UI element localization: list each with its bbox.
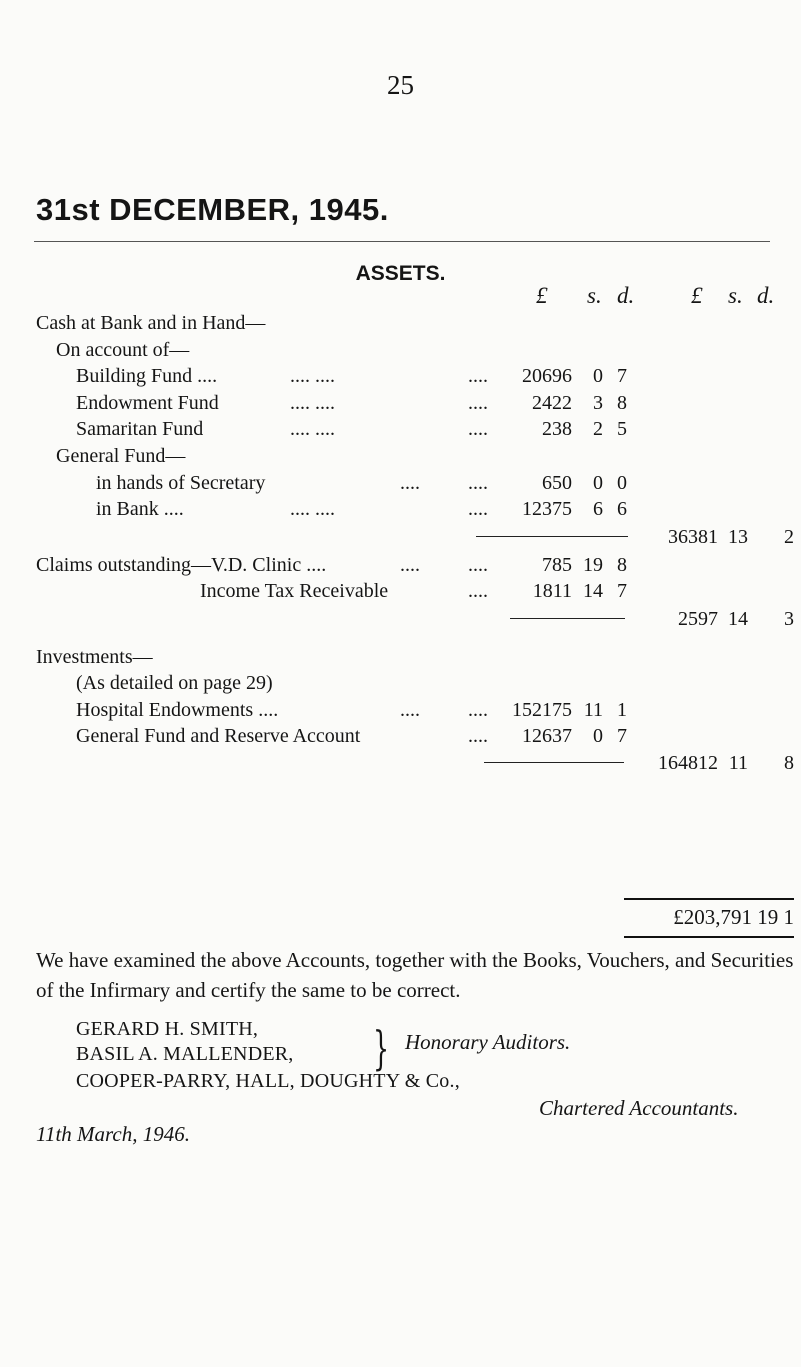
grand-total-rule-top: [624, 898, 794, 900]
col2-shillings-header: s.: [728, 283, 743, 308]
subtotal-pounds: 36381: [668, 526, 718, 548]
row-pence: 7: [617, 725, 627, 747]
col2-pence-header: d.: [757, 283, 775, 308]
row-shillings: 6: [593, 498, 603, 520]
page-heading: 31st DECEMBER, 1945.: [36, 192, 389, 227]
row-leader: ....: [468, 725, 488, 747]
firm-role: Chartered Accountants.: [539, 1096, 739, 1120]
row-leader: ....: [468, 580, 488, 602]
row-pounds: 12375: [522, 498, 572, 520]
subtotal-rule: [476, 536, 628, 537]
page-number: 25: [387, 70, 414, 100]
row-pence: 7: [617, 580, 627, 602]
row-pounds: 20696: [522, 365, 572, 387]
subtotal-shillings: 14: [728, 608, 748, 630]
heading-rule: [34, 241, 770, 242]
audit-certificate: We have examined the above Accounts, together with the Books, Vouchers, and Securities of the Infirmary and certify the same to be correct.: [36, 948, 794, 1002]
row-pounds: 650: [542, 472, 572, 494]
col1-shillings-header: s.: [587, 283, 602, 308]
row-pence: 1: [617, 699, 627, 721]
row-pence: 7: [617, 365, 627, 387]
section-title: ASSETS.: [355, 262, 446, 285]
row-dots: ....: [400, 554, 420, 576]
row-pounds: 152175: [512, 699, 572, 721]
row-shillings: 0: [593, 365, 603, 387]
row-dots: ....: [400, 699, 420, 721]
col1-pounds-header: £: [536, 283, 548, 308]
row-label: Hospital Endowments ....: [76, 699, 279, 721]
subtotal-pounds: 164812: [658, 752, 718, 774]
subtotal-pounds: 2597: [678, 608, 718, 630]
subtotal-shillings: 13: [728, 526, 748, 548]
row-pence: 5: [617, 418, 627, 440]
row-shillings: 0: [593, 472, 603, 494]
row-pounds: 238: [542, 418, 572, 440]
row-label: Endowment Fund: [76, 392, 219, 414]
subtotal-pence: 8: [784, 752, 794, 774]
row-pounds: 785: [542, 554, 572, 576]
row-dots: .... ....: [290, 392, 335, 414]
row-label: Samaritan Fund: [76, 418, 204, 440]
row-dots: .... ....: [290, 365, 335, 387]
row-shillings: 14: [583, 580, 603, 602]
auditor-role: Honorary Auditors.: [405, 1030, 571, 1054]
row-label: General Fund and Reserve Account: [76, 725, 361, 747]
auditor-name: GERARD H. SMITH,: [76, 1018, 259, 1040]
auditor-name: BASIL A. MALLENDER,: [76, 1043, 294, 1065]
row-label: Income Tax Receivable: [200, 580, 389, 602]
row-label: Building Fund ....: [76, 365, 218, 387]
col2-pounds-header: £: [691, 283, 703, 308]
row-shillings: 2: [593, 418, 603, 440]
subtotal-pence: 2: [784, 526, 794, 548]
investments-label: Investments—: [36, 646, 153, 668]
grand-total-rule-bottom: [624, 936, 794, 938]
row-pounds: 2422: [532, 392, 572, 414]
row-leader: ....: [468, 699, 488, 721]
row-shillings: 0: [593, 725, 603, 747]
row-pence: 0: [617, 472, 627, 494]
row-leader: ....: [468, 365, 488, 387]
firm-name: COOPER-PARRY, HALL, DOUGHTY & Co.,: [76, 1070, 460, 1092]
row-dots: ....: [400, 472, 420, 494]
row-pence: 8: [617, 554, 627, 576]
general-fund-label: General Fund—: [56, 445, 186, 467]
row-leader: ....: [468, 472, 488, 494]
subtotal-pence: 3: [784, 608, 794, 630]
row-label: Claims outstanding—V.D. Clinic ....: [36, 554, 327, 576]
col1-pence-header: d.: [617, 283, 635, 308]
row-label: in Bank ....: [96, 498, 184, 520]
row-leader: ....: [468, 392, 488, 414]
row-leader: ....: [468, 498, 488, 520]
subtotal-rule: [484, 762, 624, 763]
row-shillings: 3: [593, 392, 603, 414]
certificate-date: 11th March, 1946.: [36, 1122, 190, 1146]
row-shillings: 19: [583, 554, 603, 576]
brace-glyph: }: [373, 1021, 390, 1075]
row-leader: ....: [468, 554, 488, 576]
row-pence: 6: [617, 498, 627, 520]
row-dots: .... ....: [290, 498, 335, 520]
row-pence: 8: [617, 392, 627, 414]
row-pounds: 1811: [532, 580, 572, 602]
grand-total: £203,791 19 1: [673, 905, 794, 929]
row-leader: ....: [468, 418, 488, 440]
row-label: in hands of Secretary: [96, 472, 266, 494]
cash-label: Cash at Bank and in Hand—: [36, 312, 266, 334]
row-pounds: 12637: [522, 725, 572, 747]
subtotal-rule: [510, 618, 625, 619]
on-account-label: On account of—: [56, 339, 190, 361]
detailed-note: (As detailed on page 29): [76, 672, 273, 694]
row-dots: .... ....: [290, 418, 335, 440]
row-shillings: 11: [583, 699, 603, 721]
subtotal-shillings: 11: [728, 752, 748, 774]
